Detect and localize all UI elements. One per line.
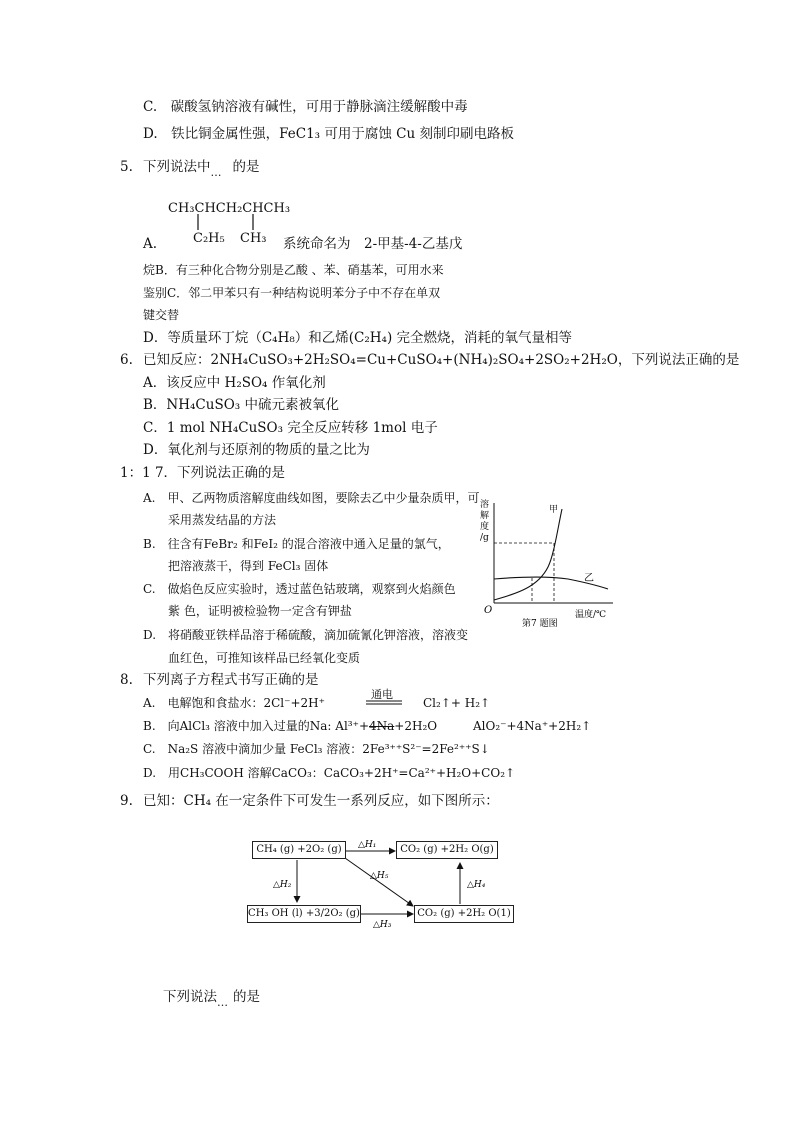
label-dh4: △H₄ — [467, 880, 486, 890]
q8-option-b-mid: +2H₂O — [394, 719, 438, 733]
q9-box-co2-gas-water: CO₂ (g) +2H₂ O(g) — [396, 841, 498, 859]
q9-number: 9. — [120, 793, 133, 809]
q9-stem: 已知：CH₄ 在一定条件下可发生一系列反应，如下图所示： — [143, 793, 499, 809]
q8-option-d: D. 用CH₃COOH 溶解CaCO₃：CaCO₃+2H⁺=Ca²⁺+H₂O+CO₂↑ — [143, 766, 516, 780]
q8-option-b — [143, 717, 437, 735]
q8-option-a-rhs: Cl₂↑+ H₂↑ — [423, 696, 491, 710]
label-dh3: △H₃ — [373, 920, 392, 930]
q5-option-a-text: 系统命名为 2-甲基-4-乙基戊 — [283, 236, 463, 252]
q6-option-a: A．该反应中 H₂SO₄ 作氧化剂 — [143, 375, 326, 391]
curve-jia — [494, 509, 562, 600]
label-dh1: △H₁ — [358, 840, 377, 850]
q7-option-d: D. 将硝酸亚铁样品溶于稀硫酸，滴加硫氰化钾溶液，溶液变 — [143, 628, 469, 642]
y-label-2: 解 — [480, 511, 490, 521]
q5-structure-right: CH₃ — [240, 231, 267, 246]
q7-option-b: B. 往含有FeBr₂ 和FeI₂ 的混合溶液中通入足量的氯气， — [143, 537, 450, 551]
q8-option-b-strike: 4Na — [369, 719, 395, 733]
q6-number: 6. — [120, 352, 133, 368]
q8-option-b-lhs: B. 向AlCl₃ 溶液中加入过量的Na: Al³⁺+ — [143, 719, 369, 733]
q9-tail-b: 的是 — [233, 989, 260, 1005]
q6-option-b: B．NH₄CuSO₃ 中硫元素被氧化 — [143, 397, 339, 413]
curve-yi-label: 乙 — [584, 573, 594, 584]
q9-tail-a: 下列说法 — [163, 989, 217, 1005]
y-label-3: 度 — [480, 522, 490, 532]
y-label-4: /g — [480, 533, 489, 543]
q4-option-d: D. 铁比铜金属性强，FeC1₃ 可用于腐蚀 Cu 刻制印刷电路板 — [143, 126, 514, 142]
q7-option-b-cont: 把溶液蒸干，得到 FeCl₃ 固体 — [168, 559, 329, 573]
q8-number: 8. — [120, 672, 133, 688]
q5-option-c-cont: 键交替 — [143, 308, 180, 322]
y-label-1: 溶 — [480, 500, 490, 510]
q5-number: 5. — [120, 159, 133, 175]
q5-stem-a: 下列说法中 — [143, 159, 211, 175]
q7-option-a: A. 甲、乙两物质溶解度曲线如图，要除去乙中少量杂质甲，可 — [143, 491, 480, 505]
q9-tail — [163, 988, 260, 1006]
q8-stem: 下列离子方程式书写正确的是 — [143, 672, 319, 688]
label-dh2: △H₂ — [273, 880, 292, 890]
q8-option-a-lhs: A. 电解饱和食盐水：2Cl⁻+2H⁺ — [143, 696, 325, 710]
q5-stem-b: 的是 — [232, 159, 260, 175]
q7-solubility-figure — [478, 497, 628, 629]
q8-option-a-condition: 通电 — [371, 688, 393, 701]
origin-label: O — [484, 605, 493, 616]
q6-stem: 已知反应：2NH₄CuSO₃+2H₂SO₄=Cu+CuSO₄+(NH₄)₂SO₄+2SO₂+2H₂O，下列说法正确的是 — [143, 352, 740, 368]
q6-option-d: D．氧化剂与还原剂的物质的量之比为 — [143, 442, 370, 458]
arrow-dh5 — [345, 858, 413, 906]
curve-jia-label: 甲 — [549, 505, 559, 515]
q8-option-b-rhs: AlO₂⁻+4Na⁺+2H₂↑ — [473, 719, 592, 733]
q7-option-d-cont: 血红色，可推知该样品已经氧化变质 — [168, 651, 361, 665]
q5-option-a-label: A. — [143, 236, 158, 252]
x-axis-label: 温度/℃ — [575, 610, 607, 620]
q8-option-c: C. Na₂S 溶液中滴加少量 FeCl₃ 溶液：2Fe³⁺⁺S²⁻=2Fe²⁺⁺S↓ — [143, 742, 490, 756]
q9-box-ch4: CH₄ (g) +2O₂ (g) — [252, 841, 346, 859]
q5-option-c: 鉴别C．邻二甲苯只有一种结构说明苯分子中不存在单双 — [143, 286, 441, 300]
q9-box-ch3oh: CH₃ OH (l) +3/2O₂ (g) — [247, 905, 361, 923]
q5-option-b: 烷B．有三种化合物分别是乙酸 、苯、硝基苯，可用水来 — [143, 263, 444, 277]
q7-option-c: C. 做焰色反应实验时，透过蓝色钴玻璃，观察到火焰颜色 — [143, 582, 456, 596]
q6-option-c: C．1 mol NH₄CuSO₃ 完全反应转移 1mol 电子 — [143, 420, 438, 436]
q5-structure-main: CH₃CHCH₂CHCH₃ — [168, 201, 291, 216]
label-dh5: △H₅ — [370, 871, 389, 881]
y-axis-label — [480, 498, 489, 543]
q8-equals-sign — [366, 700, 404, 706]
q5-stem — [143, 158, 260, 176]
q5-structure-left: C₂H₅ — [193, 231, 225, 246]
q7-option-a-cont: 采用蒸发结晶的方法 — [168, 513, 277, 527]
q7-stem: 1：1 7．下列说法正确的是 — [120, 465, 286, 481]
q9-box-co2-liquid-water: CO₂ (g) +2H₂ O(1) — [414, 905, 514, 923]
figure-caption: 第7 题图 — [522, 619, 558, 629]
q7-option-c-cont: 紫 色，证明被检验物一定含有钾盐 — [168, 604, 352, 618]
q5-option-d: D．等质量环丁烷（C₄H₈）和乙烯(C₂H₄) 完全燃烧，消耗的氧气量相等 — [143, 330, 572, 346]
q4-option-c: C. 碳酸氢钠溶液有碱性，可用于静脉滴注缓解酸中毒 — [143, 99, 468, 115]
